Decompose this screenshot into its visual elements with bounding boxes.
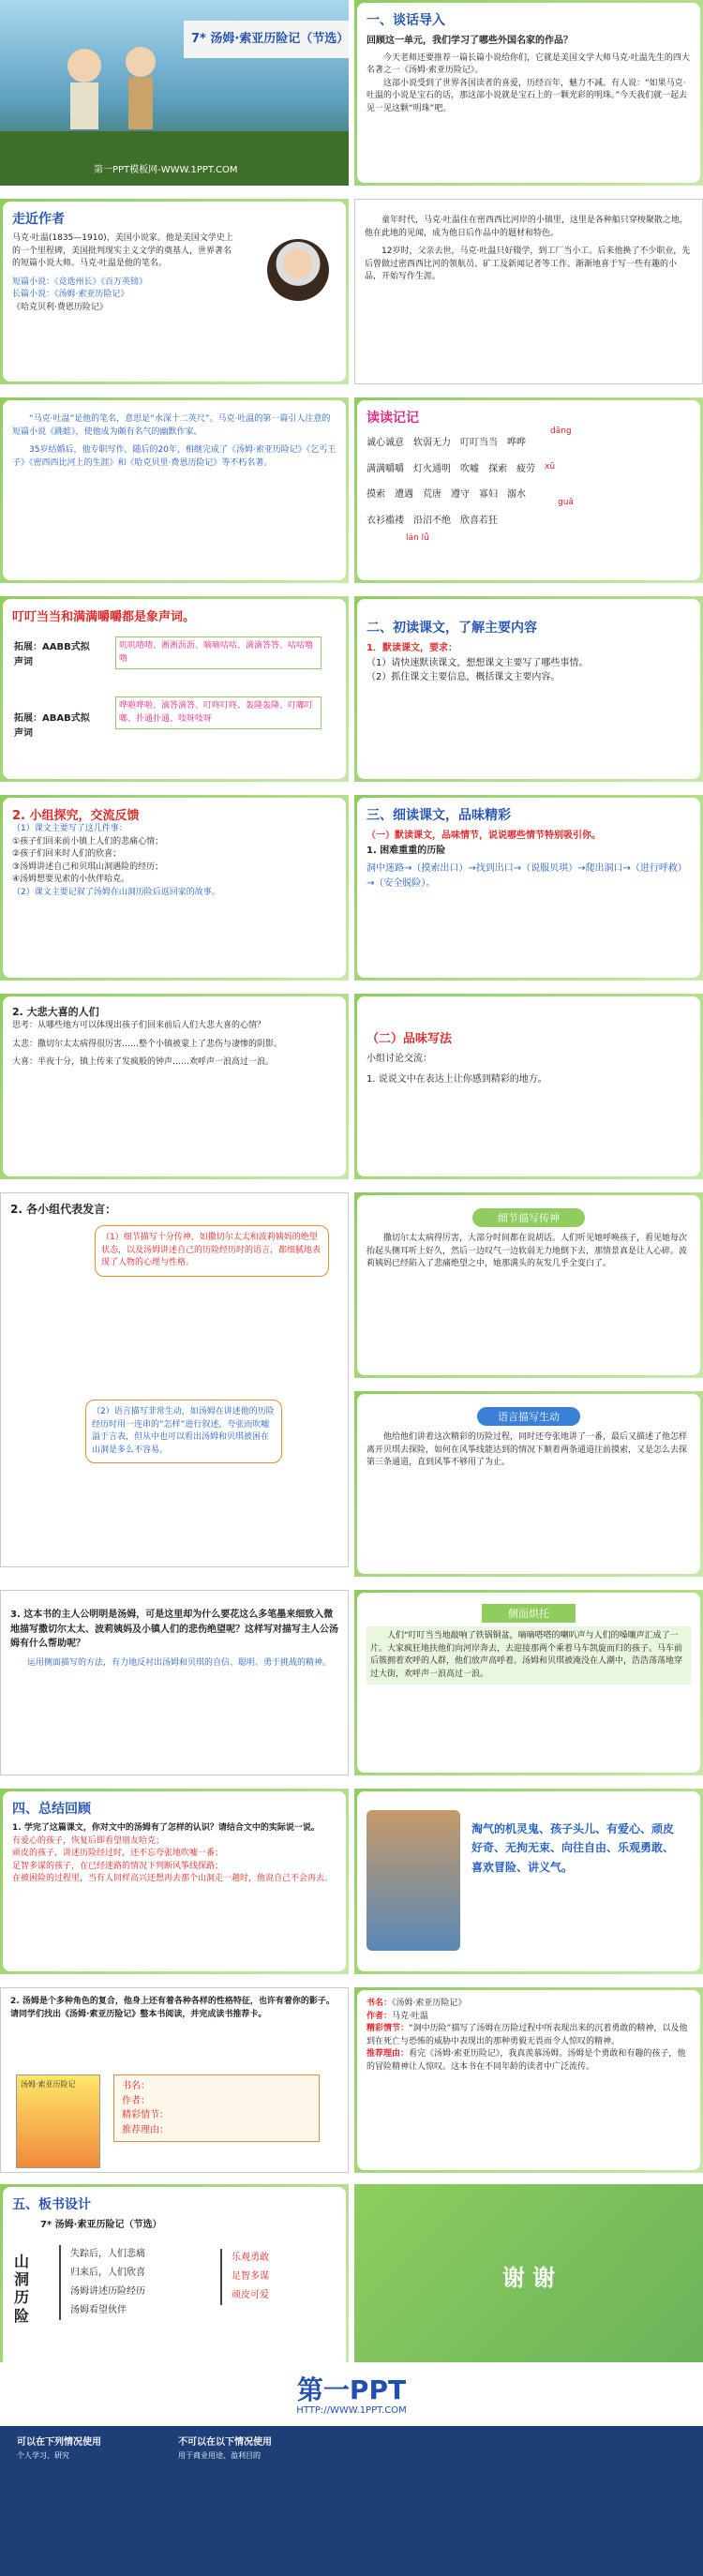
vocab-row-4: 衣衫褴褛 沿沼不绝 欣喜若狂 bbox=[366, 515, 498, 526]
slide-presentations bbox=[0, 1192, 349, 1567]
board-item-2: 归来后，人们欣喜 bbox=[70, 2268, 145, 2278]
life-para-2: 12岁时，父亲去世，马克·吐温只好辍学，到工厂当小工。后来他换了不少职业，先后曾做过密西西比河的领航员、矿工及新闻记者等工作。渐渐地喜于写一些有趣的小品，开始写作生涯。 bbox=[365, 247, 691, 281]
card-fields bbox=[113, 2074, 320, 2142]
footer-info bbox=[0, 2426, 703, 2576]
writing-heading: （二）品味写法 bbox=[366, 1032, 453, 1046]
footer-cannot-title: 不可以在以下情况使用 bbox=[178, 2437, 272, 2448]
card-field-title: 书名： bbox=[122, 2081, 150, 2091]
slide-recommend bbox=[0, 1987, 349, 2173]
abab-label: 拓展：ABAB式拟声词 bbox=[14, 713, 90, 739]
vocab-heading: 读读记记 bbox=[366, 411, 419, 426]
vocab-row-1: 诚心诚意 软弱无力 叮叮当当 哗哗 bbox=[366, 438, 526, 448]
intro-para-1: 今天老师还要推荐一篇长篇小说给你们，它就是美国文学大师马克·吐温先生的四大名著之一《汤姆·索亚历险记》。 bbox=[366, 52, 690, 75]
vocab-row-2: 满满嚼嚼 灯火通明 吹嘘 探索 疲劳 bbox=[366, 463, 535, 474]
explore-item-4: ④汤姆想要见索的小伙伴哈克。 bbox=[12, 875, 130, 884]
first-read-heading: 二、初读课文，了解主要内容 bbox=[366, 621, 537, 636]
board-side: 山洞历险 bbox=[14, 2253, 30, 2325]
footer-can-item: 个人学习、研究 bbox=[17, 2451, 69, 2460]
tom-illustration bbox=[366, 1810, 460, 1951]
sample-v3: “洞中历险”描写了汤姆在历险过程中所表现出来的沉着勇敢的精神，以及他到在死亡与恐怖的威胁中表现出的那种勇毅无畏而令人惊叹的精神。 bbox=[366, 2024, 688, 2046]
explore-item-2: ②孩子们回来时人们的欣喜； bbox=[12, 849, 122, 859]
card-field-plot: 精彩情节： bbox=[122, 2110, 169, 2120]
sample-row-3 bbox=[366, 2023, 691, 2048]
explore-item-1: ①孩子们回来前小镇上人们的悲痛心情； bbox=[12, 836, 164, 846]
life-para-1: 童年时代，马克·吐温住在密西西比河岸的小镇里，这里是各种船只穿梭聚散之地，他在此地的见闻，成为他日后作品中的题材和特色。 bbox=[365, 216, 688, 238]
writing-sub: 小组讨论交流： bbox=[366, 1054, 432, 1064]
cover-slide bbox=[0, 0, 349, 186]
footer-can-title: 可以在下列情况使用 bbox=[17, 2437, 101, 2448]
slide-first-read bbox=[354, 596, 703, 782]
author-portrait bbox=[267, 239, 329, 301]
close-read-h2: 1. 困难重重的历险 bbox=[366, 845, 446, 856]
summary-1: 有爱心的孩子，恢复后即看望朋友哈克； bbox=[12, 1835, 165, 1846]
summary-2: 顽皮的孩子，讲述历险经过时，还不忘夸张地吹嘘一番； bbox=[12, 1849, 224, 1858]
sample-k4: 推荐理由： bbox=[366, 2049, 410, 2059]
recommend-q: 2. 汤姆是个多种角色的复合，他身上还有着各种各样的性格特征，也许有着你的影子。请同学们找出《汤姆·索亚历险记》整本书阅读，并完成读书推荐卡。 bbox=[10, 1997, 335, 2019]
book-cover bbox=[16, 2074, 100, 2168]
thanks-text: 谢 谢 bbox=[501, 2265, 556, 2291]
summary-heading: 四、总结回顾 bbox=[12, 1802, 91, 1817]
slide-author bbox=[0, 199, 349, 384]
first-read-a: （1）请快速默读课文，想想课文主要写了哪些事情。 bbox=[366, 657, 589, 668]
cover-title: 7* 汤姆·索亚历险记（节选） bbox=[191, 32, 349, 46]
pinyin-1: dāng bbox=[550, 427, 572, 436]
slide-language bbox=[354, 1391, 703, 1577]
presentation-box-1: （1）细节描写十分传神，如撒切尔太太和波莉姨妈的绝望状态，以及汤姆讲述自己的历险经历时的语言，都细腻地表现了人物的心理与性格。 bbox=[95, 1225, 329, 1277]
book-cover-title: 汤姆·索亚历险记 bbox=[21, 2080, 76, 2089]
footer-logo-area bbox=[0, 2362, 703, 2426]
slide-summary bbox=[0, 1789, 349, 1974]
slide-writing-method bbox=[354, 994, 703, 1179]
board-trait-1: 乐观勇敢 bbox=[232, 2253, 269, 2263]
close-read-sub: （一）默读课文，品味情节，说说哪些情节特别吸引你。 bbox=[366, 831, 601, 841]
summary-q: 1. 学完了这篇课文，你对文中的汤姆有了怎样的认识？请结合文中的实际说一说。 bbox=[12, 1823, 320, 1833]
board-trait-2: 足智多谋 bbox=[232, 2271, 269, 2282]
board-traits bbox=[220, 2249, 269, 2305]
slide-thanks bbox=[354, 2184, 703, 2370]
pinyin-4: lán lǚ bbox=[406, 533, 429, 543]
board-items bbox=[59, 2245, 145, 2320]
sample-v4: 看完《汤姆·索亚历险记》，我真羡慕汤姆。汤姆是个勇敢和有趣的孩子，他的冒险精神让人惊叹。这本书在不同年龄的读者中广泛流传。 bbox=[366, 2049, 686, 2072]
slide-emotions bbox=[0, 994, 349, 1179]
writing-q: 1. 说说文中在表达上让你感到精彩的地方。 bbox=[366, 1073, 547, 1085]
slide-detail bbox=[354, 1192, 703, 1378]
board-item-3: 汤姆讲述历险经历 bbox=[70, 2286, 145, 2297]
cover-credit: 第一PPT模板网-WWW.1PPT.COM bbox=[94, 165, 238, 175]
emotions-q: 思考：从哪些地方可以体现出孩子们回来前后人们大悲大喜的心情？ bbox=[12, 1021, 266, 1031]
board-item-1: 失踪后，人们悲痛 bbox=[70, 2249, 145, 2259]
language-banner: 语言描写生动 bbox=[477, 1407, 580, 1426]
slide-author-life bbox=[354, 199, 703, 384]
pinyin-3: guǎ bbox=[558, 498, 574, 507]
explore-item-3: ③汤姆讲述自己和贝琪山洞遇险的经历； bbox=[12, 861, 164, 872]
card-field-reason: 推荐理由： bbox=[122, 2124, 169, 2135]
explore-heading: 2. 小组探究，交流反馈 bbox=[12, 809, 140, 823]
close-read-heading: 三、细读课文，品味精彩 bbox=[366, 808, 511, 823]
emotions-heading: 2. 大悲大喜的人们 bbox=[12, 1006, 99, 1018]
pen-name-para-1: “马克·吐温”是他的笔名，意思是“水深十二英尺”。马克·吐温的第一篇引人注意的短篇小说《跳蛙》，使他成为颇有名气的幽默作家。 bbox=[12, 414, 331, 437]
explore-answer: （2）课文主要记叙了汤姆在山洞历险后返回家的故事。 bbox=[12, 887, 220, 897]
emotions-sad: 太悲：撒切尔太太病得很厉害……整个小镇被蒙上了悲伤与凄惨的阴影。 bbox=[12, 1039, 283, 1049]
onomatopoeia-heading: 叮叮当当和满满嚼嚼都是象声词。 bbox=[12, 610, 196, 624]
presentations-heading: 2. 各小组代表发言： bbox=[10, 1203, 117, 1216]
author-para: 马克·吐温(1835—1910)，美国小说家。他是美国文学史上的一个里程碑，美国批判现实主义文学的奠基人，世界著名的短篇小说大师。马克·吐温是他的笔名。 bbox=[12, 233, 233, 268]
author-works-1: 短篇小说：《竞选州长》《百万英镑》 bbox=[12, 277, 148, 287]
close-read-flow: 洞中迷路→（摸索出口）→找到出口→（说服贝琪）→爬出洞口→（进行呼救）→（安全脱险）。 bbox=[366, 863, 687, 889]
slide-pen-name bbox=[0, 397, 349, 583]
side-desc-question: 3. 这本书的主人公明明是汤姆，可是这里却为什么要花这么多笔墨来细致入微地描写撒切尔太太、波莉姨妈及小镇人们的悲伤绝望呢？这样写对描写主人公汤姆有什么帮助呢？ bbox=[10, 1610, 338, 1649]
slide-intro bbox=[354, 0, 703, 186]
card-field-author: 作者： bbox=[122, 2095, 150, 2106]
slide-traits bbox=[354, 1789, 703, 1974]
sample-row-2 bbox=[366, 2011, 691, 2024]
board-trait-3: 顽皮可爱 bbox=[232, 2290, 269, 2300]
sample-v1: 《汤姆·索亚历险记》 bbox=[392, 1999, 467, 2008]
footer-url: HTTP://WWW.1PPT.COM bbox=[296, 2405, 407, 2416]
footer-logo: 第一PPT bbox=[296, 2374, 407, 2405]
side-desc-answer: 运用侧面描写的方法，有力地反衬出汤姆和贝琪的自信、聪明、勇于挑战的精神。 bbox=[27, 1657, 332, 1668]
first-read-b: （2）抓住课文主要信息，概括课文主要内容。 bbox=[366, 672, 561, 682]
author-works-2: 长篇小说：《汤姆·索亚历险记》 bbox=[12, 290, 129, 299]
pen-name-para-2: 35岁结婚后，他专职写作，随后的20年，相继完成了《汤姆·索亚历险记》《乞丐王子》《密西西比河上的生涯》和《哈克贝里·费恩历险记》等不朽名著。 bbox=[12, 445, 337, 468]
sample-row-4 bbox=[366, 2048, 691, 2074]
intro-heading: 一、谈话导入 bbox=[366, 13, 445, 28]
language-para: 他给他们讲着这次精彩的历险过程，同时还夸张地讲了一番，最后又描述了他怎样离开贝琪去探险，如何在风筝线能达到的情况下顺着两条通道往前摸索，又是怎么去探第三条通道，直到风筝不够用了为止。 bbox=[366, 1432, 688, 1467]
contrast-banner: 侧面烘托 bbox=[482, 1604, 576, 1623]
slide-contrast bbox=[354, 1590, 703, 1775]
slide-vocab bbox=[354, 397, 703, 583]
sample-k3: 精彩情节： bbox=[366, 2024, 410, 2033]
slide-side-description bbox=[0, 1590, 349, 1775]
aabb-label: 拓展：AABB式拟声词 bbox=[14, 642, 90, 667]
intro-para-2: 这部小说受到了世界各国读者的喜爱，历经百年，魅力不减。有人说：“如果马克·吐温的小说是宝石的话，那这部小说就是宝石上的一颗光彩的明珠。”今天我们就一起去见一见这颗“明珠”吧。 bbox=[366, 78, 688, 113]
summary-4: 在被困险的过程里，当有人同样高兴还想再去那个山洞走一趟时，他说自己不会再去。 bbox=[12, 1874, 334, 1883]
explore-q: （1）课文主要写了这几件事： bbox=[12, 824, 127, 833]
pinyin-2: xū bbox=[545, 462, 556, 472]
first-read-sub: 1．默读课文，要求： bbox=[366, 643, 457, 653]
contrast-para: 人们“叮叮当当地敲响了铁锅铜盆，嘀嘀嗒嗒的喇叭声与人们的嗓嚷声汇成了一片。大家疯狂地扶他们向河岸奔去，去迎接那两个乘着马车凯旋而归的孩子。马车前后簇拥着欢呼的人群，他们放声高呼着。汤姆和贝琪被淹没在人潮中，浩浩荡荡地穿过大街，欢呼声一浪高过一浪。 bbox=[366, 1626, 691, 1685]
presentation-box-2: （2）语言描写非常生动，如汤姆在讲述他的历险经历时用一连串的“怎样”进行叙述，夸张而吹嘘溢于言表，但从中也可以看出汤姆和贝琪被困在山洞是多么不容易。 bbox=[85, 1400, 282, 1463]
board-item-4: 汤姆看望伙伴 bbox=[70, 2305, 127, 2315]
sample-k1: 书名： bbox=[366, 1999, 393, 2008]
board-heading: 五、板书设计 bbox=[12, 2197, 91, 2212]
aabb-words: 叽叽喳喳、淅淅沥沥、嘀嘀咕咕、滴滴答答、咕咕噜噜 bbox=[115, 637, 322, 669]
slide-recommend-sample bbox=[354, 1987, 703, 2173]
detail-banner: 细节描写传神 bbox=[472, 1208, 585, 1227]
slide-group-explore bbox=[0, 795, 349, 981]
sample-k2: 作者： bbox=[366, 2011, 393, 2021]
footer-cannot-item: 用于商业用途、盈利目的 bbox=[178, 2451, 261, 2460]
author-heading: 走近作者 bbox=[12, 212, 65, 227]
sample-v2: 马克·吐温 bbox=[392, 2011, 428, 2021]
slide-close-read bbox=[354, 795, 703, 981]
summary-3: 足智多谋的孩子，在已经迷路的情况下判断风筝线探路； bbox=[12, 1861, 224, 1871]
author-works-3: 《哈克贝利·费恩历险记》 bbox=[12, 302, 108, 312]
slide-board-design bbox=[0, 2184, 349, 2370]
intro-question: 回顾这一单元，我们学习了哪些外国名家的作品？ bbox=[366, 36, 573, 46]
vocab-row-3: 摸索 遭遇 荒唐 遵守 寡妇 溺水 bbox=[366, 489, 526, 500]
slide-onomatopoeia bbox=[0, 596, 349, 782]
detail-para: 撒切尔太太病得厉害，大部分时间都在说胡话。人们听见她呼唤孩子，看见她每次抬起头侧耳听上好久，然后一边叹气一边软弱无力地倒下去，那情景真是让人心碎。波莉姨妈已经陷入了悲痛绝望之中，她那满头的灰发几乎全变白了。 bbox=[366, 1234, 688, 1268]
traits-text: 淘气的机灵鬼、孩子头儿、有爱心、顽皮好奇、无拘无束、向往自由、乐观勇敢、喜欢冒险、讲义气。 bbox=[471, 1822, 675, 1874]
board-title: 7* 汤姆·索亚历险记（节选） bbox=[40, 2220, 162, 2230]
emotions-joy: 大喜：半夜十分，镇上传来了发疯般的钟声……欢呼声一浪高过一浪。 bbox=[12, 1057, 275, 1068]
abab-words: 哗啦哗啦、滴答滴答、叮咚叮咚、轰隆轰隆、叮嘟叮嘟、扑通扑通、吱呀吱呀 bbox=[115, 696, 322, 729]
sample-row-1 bbox=[366, 1998, 691, 2011]
